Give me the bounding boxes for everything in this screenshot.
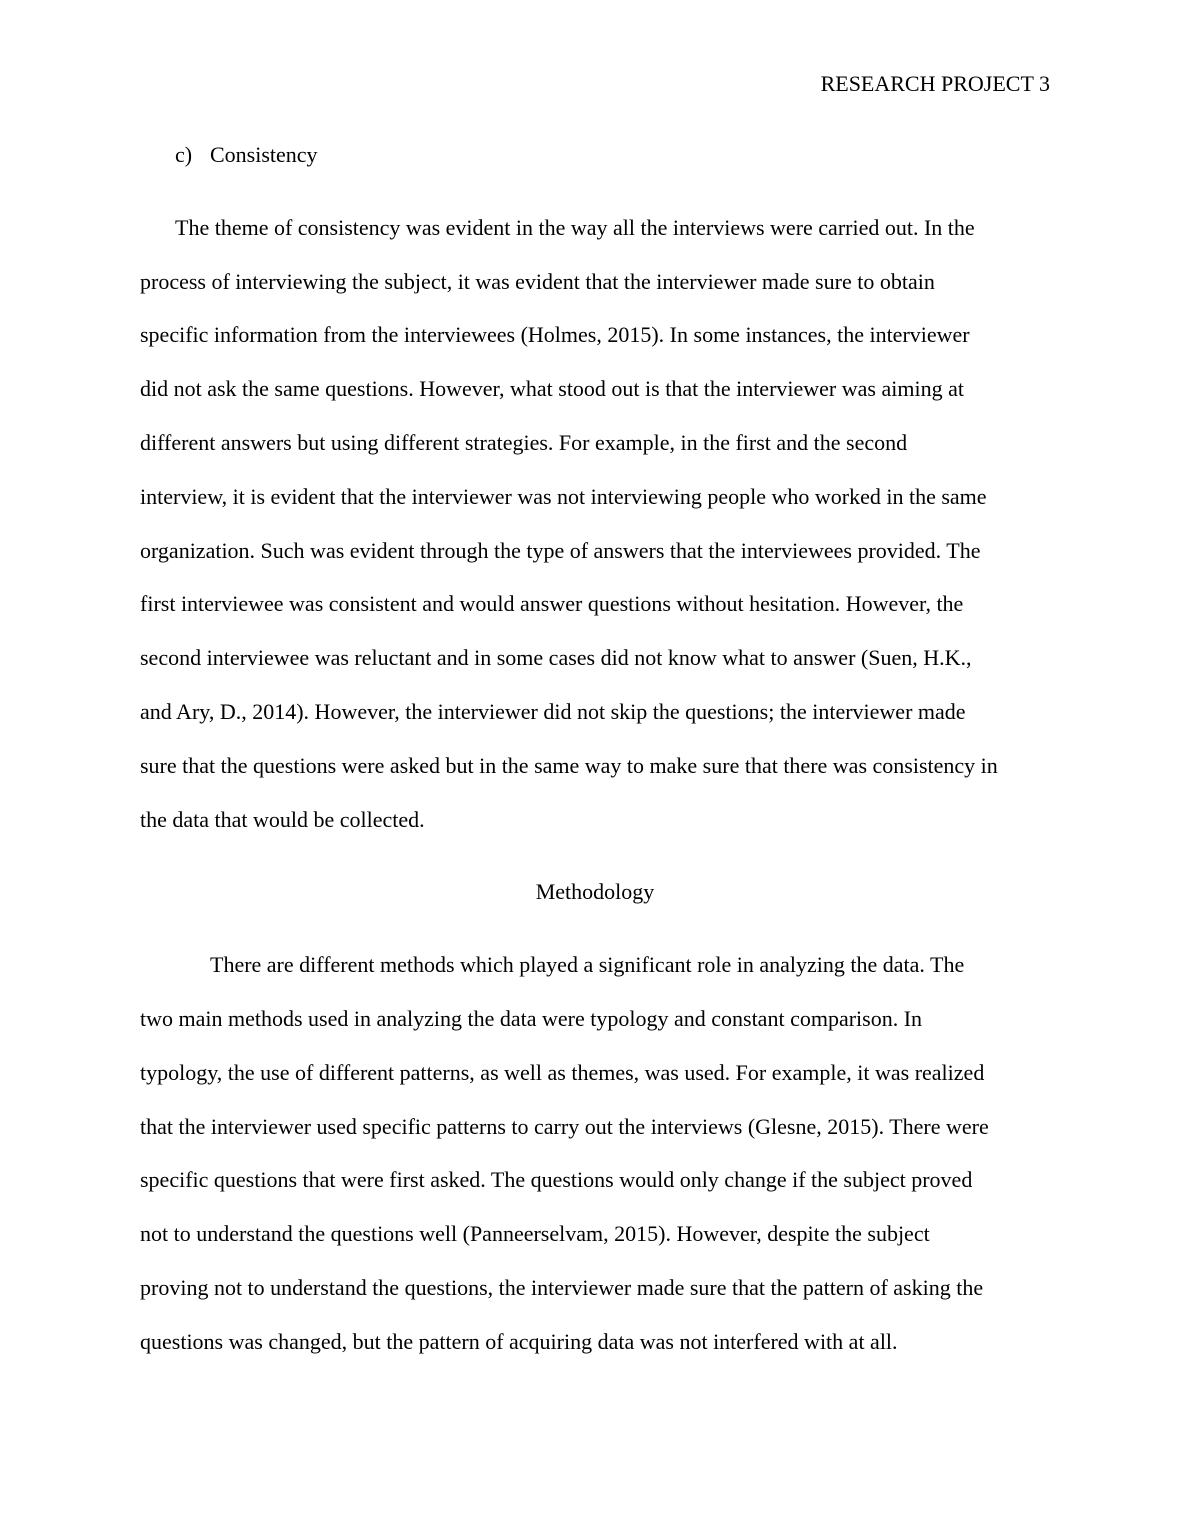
text-line: proving not to understand the questions, the interviewer made sure that the pattern of asking the (140, 1274, 984, 1300)
text-line: interview, it is evident that the interviewer was not interviewing people who worked in the same (140, 483, 987, 509)
subsection-title: Consistency (210, 142, 318, 167)
text-line: not to understand the questions well (Panneerselvam, 2015). However, despite the subject (140, 1221, 930, 1247)
consistency-paragraph (140, 201, 1050, 847)
text-line: specific questions that were first asked. The questions would only change if the subject proved (140, 1167, 973, 1193)
text-line: second interviewee was reluctant and in some cases did not know what to answer (Suen, H.K., (140, 645, 972, 671)
text-line: different answers but using different strategies. For example, in the first and the second (140, 429, 908, 455)
text-line: did not ask the same questions. However, what stood out is that the interviewer was aiming at (140, 376, 964, 402)
text-line: questions was changed, but the pattern of acquiring data was not interfered with at all. (140, 1328, 898, 1354)
text-line: process of interviewing the subject, it was evident that the interviewer made sure to obtain (140, 268, 935, 294)
text-line: two main methods used in analyzing the data were typology and constant comparison. In (140, 1005, 923, 1031)
list-marker: c) (175, 142, 193, 167)
running-head: RESEARCH PROJECT 3 (820, 71, 1050, 96)
subsection-heading-consistency (140, 128, 1050, 182)
document-body (140, 128, 1050, 1369)
section-heading-methodology: Methodology (535, 879, 655, 905)
methodology-paragraph (140, 938, 1050, 1368)
text-line: specific information from the interviewees (Holmes, 2015). In some instances, the interviewer (140, 322, 970, 348)
text-line: first interviewee was consistent and would answer questions without hesitation. However, the (140, 591, 964, 617)
text-line: and Ary, D., 2014). However, the interviewer did not skip the questions; the interviewer made (140, 698, 966, 724)
text-line: sure that the questions were asked but in the same way to make sure that there was consistency in (140, 752, 998, 778)
text-line: typology, the use of different patterns, as well as themes, was used. For example, it was realized (140, 1059, 985, 1085)
text-line: There are different methods which played a significant role in analyzing the data. The (210, 952, 965, 978)
text-line: organization. Such was evident through the type of answers that the interviewees provided. The (140, 537, 981, 563)
text-line: that the interviewer used specific patterns to carry out the interviews (Glesne, 2015). There were (140, 1113, 989, 1139)
text-line: The theme of consistency was evident in the way all the interviews were carried out. In the (175, 214, 975, 240)
text-line: the data that would be collected. (140, 806, 425, 832)
